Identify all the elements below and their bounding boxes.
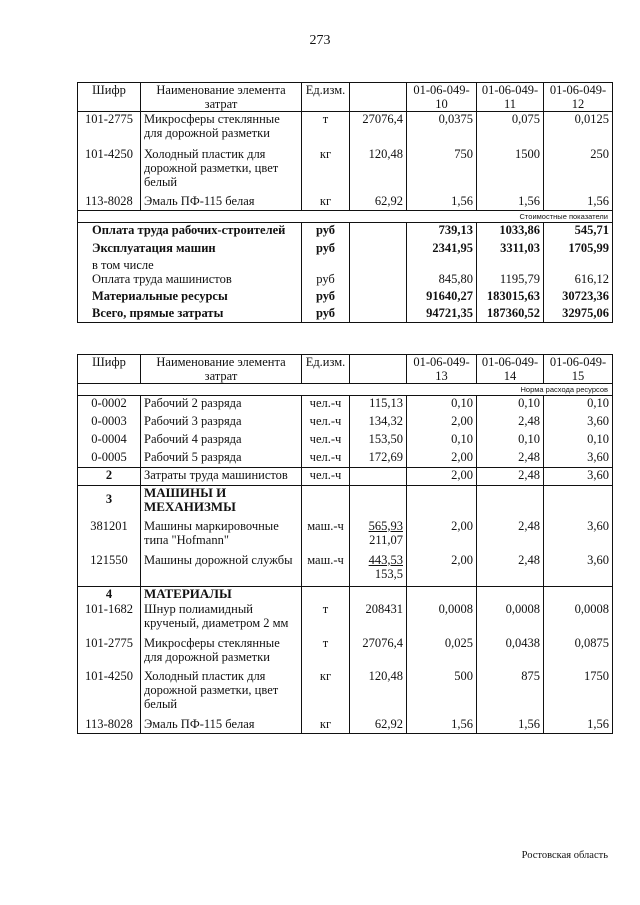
row-v1: 0,10 xyxy=(407,396,477,414)
cost-v1: 845,80 xyxy=(407,272,477,289)
cost-name: Оплата труда машинистов xyxy=(78,272,302,289)
cost-v1: 94721,35 xyxy=(407,306,477,323)
row-v1: 2,00 xyxy=(407,414,477,432)
row-v2: 0,075 xyxy=(477,112,544,147)
section-unit: чел.-ч xyxy=(302,468,350,486)
row-name: Микросферы стеклянные для дорожной разметки xyxy=(141,112,302,147)
row-v2: 0,0008 xyxy=(477,602,544,636)
table-row xyxy=(78,396,613,414)
row-code: 0-0005 xyxy=(78,450,141,468)
row-name: Рабочий 4 разряда xyxy=(141,432,302,450)
row-v2: 875 xyxy=(477,669,544,717)
cost-v2: 1195,79 xyxy=(477,272,544,289)
cost-name: Всего, прямые затраты xyxy=(78,306,302,323)
row-v2: 0,10 xyxy=(477,396,544,414)
section-code: 3 xyxy=(78,486,141,519)
cost-unit: руб xyxy=(302,223,350,241)
row-price: 62,92 xyxy=(350,717,407,734)
row-unit: чел.-ч xyxy=(302,396,350,414)
cost-row xyxy=(78,241,613,255)
cost-v2: 183015,63 xyxy=(477,289,544,306)
row-unit: маш.-ч xyxy=(302,553,350,587)
row-code: 101-4250 xyxy=(78,669,141,717)
row-code: 381201 xyxy=(78,519,141,553)
row-code: 0-0004 xyxy=(78,432,141,450)
cost-row xyxy=(78,306,613,323)
cost-v1: 91640,27 xyxy=(407,289,477,306)
table-row xyxy=(78,194,613,211)
table-header xyxy=(78,83,613,112)
row-unit: т xyxy=(302,602,350,636)
row-code: 113-8028 xyxy=(78,194,141,211)
cost-v3: 545,71 xyxy=(544,223,613,241)
row-price-2: 153,5 xyxy=(374,566,403,581)
row-v3: 3,60 xyxy=(544,414,613,432)
row-unit: т xyxy=(302,112,350,147)
row-v2: 2,48 xyxy=(477,553,544,587)
row-v3: 0,0125 xyxy=(544,112,613,147)
section-v2: 2,48 xyxy=(477,468,544,486)
cost-name-incl: в том числе xyxy=(78,255,302,272)
row-v2: 2,48 xyxy=(477,414,544,432)
header-unit: Ед.изм. xyxy=(302,355,350,384)
row-code: 101-2775 xyxy=(78,636,141,669)
header-col1: 01-06-049-13 xyxy=(407,355,477,384)
section-row-machines xyxy=(78,486,613,519)
header-name: Наименование элемента затрат xyxy=(141,83,302,112)
row-name: Машины дорожной службы xyxy=(141,553,302,587)
row-v1: 750 xyxy=(407,147,477,194)
row-v3: 0,10 xyxy=(544,432,613,450)
page-number: 273 xyxy=(309,33,331,48)
row-v3: 3,60 xyxy=(544,553,613,587)
row-unit: кг xyxy=(302,669,350,717)
row-v1: 500 xyxy=(407,669,477,717)
row-code: 113-8028 xyxy=(78,717,141,734)
row-price: 27076,4 xyxy=(350,636,407,669)
row-v1: 0,025 xyxy=(407,636,477,669)
row-v3: 3,60 xyxy=(544,519,613,553)
table-resources-1 xyxy=(77,82,613,323)
row-code: 0-0003 xyxy=(78,414,141,432)
row-price: 134,32 xyxy=(350,414,407,432)
row-v2: 0,10 xyxy=(477,432,544,450)
header-name: Наименование элемента затрат xyxy=(141,355,302,384)
header-col1: 01-06-049-10 xyxy=(407,83,477,112)
row-unit: чел.-ч xyxy=(302,432,350,450)
table-row xyxy=(78,519,613,553)
header-col2: 01-06-049-14 xyxy=(477,355,544,384)
table-row xyxy=(78,636,613,669)
cost-name: Материальные ресурсы xyxy=(78,289,302,306)
row-v3: 0,0875 xyxy=(544,636,613,669)
header-code: Шифр xyxy=(78,355,141,384)
row-name: Рабочий 5 разряда xyxy=(141,450,302,468)
row-v2: 0,0438 xyxy=(477,636,544,669)
row-price: 443,53 xyxy=(368,552,403,567)
row-v2: 1500 xyxy=(477,147,544,194)
row-code: 0-0002 xyxy=(78,396,141,414)
row-name: Рабочий 3 разряда xyxy=(141,414,302,432)
row-v3: 1750 xyxy=(544,669,613,717)
table-row xyxy=(78,602,613,636)
row-price: 27076,4 xyxy=(350,112,407,147)
row-price: 115,13 xyxy=(350,396,407,414)
row-unit: кг xyxy=(302,147,350,194)
row-v2: 1,56 xyxy=(477,194,544,211)
section-row-machinist-labor xyxy=(78,468,613,486)
row-unit: кг xyxy=(302,717,350,734)
row-unit: маш.-ч xyxy=(302,519,350,553)
cost-v1: 2341,95 xyxy=(407,241,477,255)
row-name: Микросферы стеклянные для дорожной разметки xyxy=(141,636,302,669)
row-unit: т xyxy=(302,636,350,669)
section-v3: 3,60 xyxy=(544,468,613,486)
cost-row xyxy=(78,255,613,272)
row-unit: чел.-ч xyxy=(302,450,350,468)
row-unit: чел.-ч xyxy=(302,414,350,432)
row-v1: 0,10 xyxy=(407,432,477,450)
cost-row xyxy=(78,272,613,289)
section-name: МАТЕРИАЛЫ xyxy=(141,587,302,602)
cost-v2: 187360,52 xyxy=(477,306,544,323)
section-name: Затраты труда машинистов xyxy=(141,468,302,486)
row-unit: кг xyxy=(302,194,350,211)
cost-v2: 1033,86 xyxy=(477,223,544,241)
cost-row xyxy=(78,289,613,306)
table-row xyxy=(78,553,613,587)
subheader-row xyxy=(78,384,613,396)
cost-v3: 32975,06 xyxy=(544,306,613,323)
table-row xyxy=(78,432,613,450)
row-v1: 1,56 xyxy=(407,194,477,211)
cost-name: Оплата труда рабочих-строителей xyxy=(78,223,302,241)
row-price: 565,93 xyxy=(368,518,403,533)
cost-v3: 30723,36 xyxy=(544,289,613,306)
subheader-cost-indicators: Стоимостные показатели xyxy=(78,211,613,223)
row-price: 120,48 xyxy=(350,669,407,717)
row-v1: 2,00 xyxy=(407,553,477,587)
row-name: Эмаль ПФ-115 белая xyxy=(141,194,302,211)
row-v1: 0,0375 xyxy=(407,112,477,147)
row-name: Холодный пластик для дорожной разметки, цвет белый xyxy=(141,147,302,194)
cost-v3: 616,12 xyxy=(544,272,613,289)
row-price: 153,50 xyxy=(350,432,407,450)
cost-v1: 739,13 xyxy=(407,223,477,241)
section-v1: 2,00 xyxy=(407,468,477,486)
row-price-2: 211,07 xyxy=(369,532,403,547)
row-name: Эмаль ПФ-115 белая xyxy=(141,717,302,734)
section-row-materials xyxy=(78,587,613,602)
row-v3: 3,60 xyxy=(544,450,613,468)
row-v2: 2,48 xyxy=(477,519,544,553)
row-code: 121550 xyxy=(78,553,141,587)
row-v3: 1,56 xyxy=(544,194,613,211)
subheader-row xyxy=(78,211,613,223)
row-price: 120,48 xyxy=(350,147,407,194)
cost-row xyxy=(78,223,613,241)
row-v2: 2,48 xyxy=(477,450,544,468)
header-col3: 01-06-049-15 xyxy=(544,355,613,384)
cost-v3: 1705,99 xyxy=(544,241,613,255)
table-row xyxy=(78,669,613,717)
table-row xyxy=(78,112,613,147)
table-row xyxy=(78,717,613,734)
row-v3: 0,0008 xyxy=(544,602,613,636)
cost-name: Эксплуатация машин xyxy=(78,241,302,255)
cost-unit: руб xyxy=(302,241,350,255)
table-header xyxy=(78,355,613,384)
subheader-resource-norm: Норма расхода ресурсов xyxy=(78,384,613,396)
row-price: 172,69 xyxy=(350,450,407,468)
row-v2: 1,56 xyxy=(477,717,544,734)
table-row xyxy=(78,147,613,194)
header-price xyxy=(350,83,407,112)
row-v3: 1,56 xyxy=(544,717,613,734)
header-code: Шифр xyxy=(78,83,141,112)
row-v3: 250 xyxy=(544,147,613,194)
footer-region: Ростовская область xyxy=(521,850,608,861)
cost-v2: 3311,03 xyxy=(477,241,544,255)
row-name: Холодный пластик для дорожной разметки, цвет белый xyxy=(141,669,302,717)
row-v1: 2,00 xyxy=(407,450,477,468)
table-row xyxy=(78,414,613,432)
row-v3: 0,10 xyxy=(544,396,613,414)
row-code: 101-1682 xyxy=(78,602,141,636)
row-name: Машины маркировочные типа "Hofmann" xyxy=(141,519,302,553)
header-col3: 01-06-049-12 xyxy=(544,83,613,112)
row-name: Шнур полиамидный крученый, диаметром 2 мм xyxy=(141,602,302,636)
table-row xyxy=(78,450,613,468)
row-name: Рабочий 2 разряда xyxy=(141,396,302,414)
row-v1: 2,00 xyxy=(407,519,477,553)
section-name: МАШИНЫ И МЕХАНИЗМЫ xyxy=(141,486,302,519)
row-price: 62,92 xyxy=(350,194,407,211)
section-code: 4 xyxy=(78,587,141,602)
cost-unit: руб xyxy=(302,306,350,323)
cost-unit: руб xyxy=(302,289,350,306)
header-col2: 01-06-049-11 xyxy=(477,83,544,112)
table-resources-2 xyxy=(77,354,613,734)
row-v1: 0,0008 xyxy=(407,602,477,636)
header-price xyxy=(350,355,407,384)
row-v1: 1,56 xyxy=(407,717,477,734)
row-price: 208431 xyxy=(350,602,407,636)
header-unit: Ед.изм. xyxy=(302,83,350,112)
section-code: 2 xyxy=(78,468,141,486)
row-code: 101-2775 xyxy=(78,112,141,147)
row-code: 101-4250 xyxy=(78,147,141,194)
cost-unit: руб xyxy=(302,272,350,289)
